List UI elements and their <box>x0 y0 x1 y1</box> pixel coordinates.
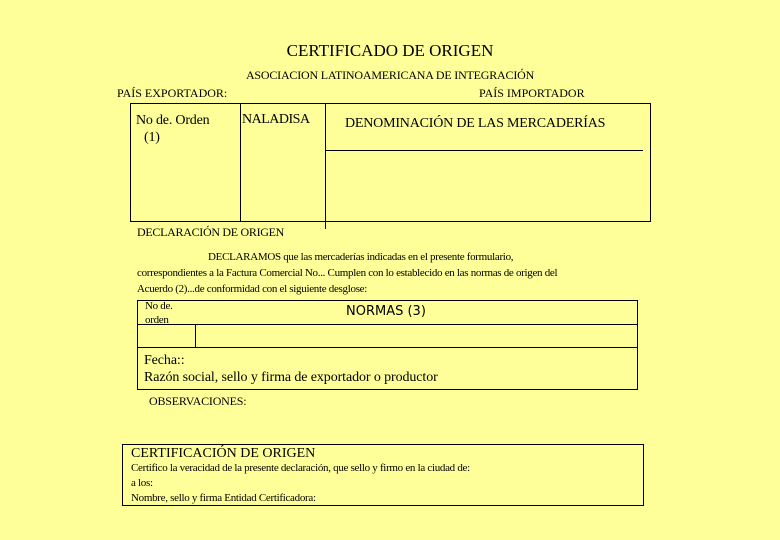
document-title: CERTIFICADO DE ORIGEN <box>286 41 494 60</box>
date-label: Fecha:: <box>144 353 185 368</box>
exporter-signature-text <box>144 352 438 386</box>
norms-header: NORMAS (3) <box>346 304 426 319</box>
naladisa-header: NALADISA <box>242 112 310 127</box>
declaration-line: Acuerdo (2)...de conformidad con el siguiente desglose: <box>137 283 368 295</box>
norms-table-divider <box>137 300 138 347</box>
norms-table-rule <box>137 300 637 301</box>
certification-line: Nombre, sello y firma Entidad Certificadora: <box>131 492 316 504</box>
norms-order-header <box>145 299 173 327</box>
goods-table-divider <box>240 103 241 222</box>
declaration-text <box>137 249 657 297</box>
goods-table-header-rule <box>325 150 643 151</box>
norms-order-header-line: No de. <box>145 300 173 312</box>
norms-table-rule <box>137 324 637 325</box>
norms-order-header-line: orden <box>145 314 169 326</box>
exporter-country-label: PAÍS EXPORTADOR: <box>117 86 228 100</box>
declaration-heading: DECLARACIÓN DE ORIGEN <box>137 225 285 239</box>
norms-table-divider <box>637 300 638 347</box>
certification-line: Certifico la veracidad de la presente declaración, que sello y firmo en la ciudad de: <box>131 462 470 474</box>
certification-text <box>131 461 470 506</box>
goods-table-divider <box>325 103 326 229</box>
goods-description-header: DENOMINACIÓN DE LAS MERCADERÍAS <box>345 116 606 131</box>
declaration-line: correspondientes a la Factura Comercial No... Cumplen con lo establecido en las normas de origen del <box>137 267 558 279</box>
organization-name: ASOCIACION LATINOAMERICANA DE INTEGRACIÓN <box>245 68 535 82</box>
norms-table-divider <box>195 324 196 347</box>
observations-label: OBSERVACIONES: <box>149 394 247 408</box>
goods-order-header-number: (1) <box>144 130 160 145</box>
declaration-line: DECLARAMOS que las mercaderías indicadas en el presente formulario, <box>208 251 514 263</box>
certification-line: a los: <box>131 477 153 489</box>
importer-country-label: PAÍS IMPORTADOR <box>479 86 585 100</box>
goods-order-header <box>136 112 209 146</box>
certification-heading: CERTIFICACIÓN DE ORIGEN <box>131 446 316 461</box>
goods-order-header-line: No de. Orden <box>136 113 210 128</box>
exporter-signature-label: Razón social, sello y firma de exportador o productor <box>144 370 438 385</box>
